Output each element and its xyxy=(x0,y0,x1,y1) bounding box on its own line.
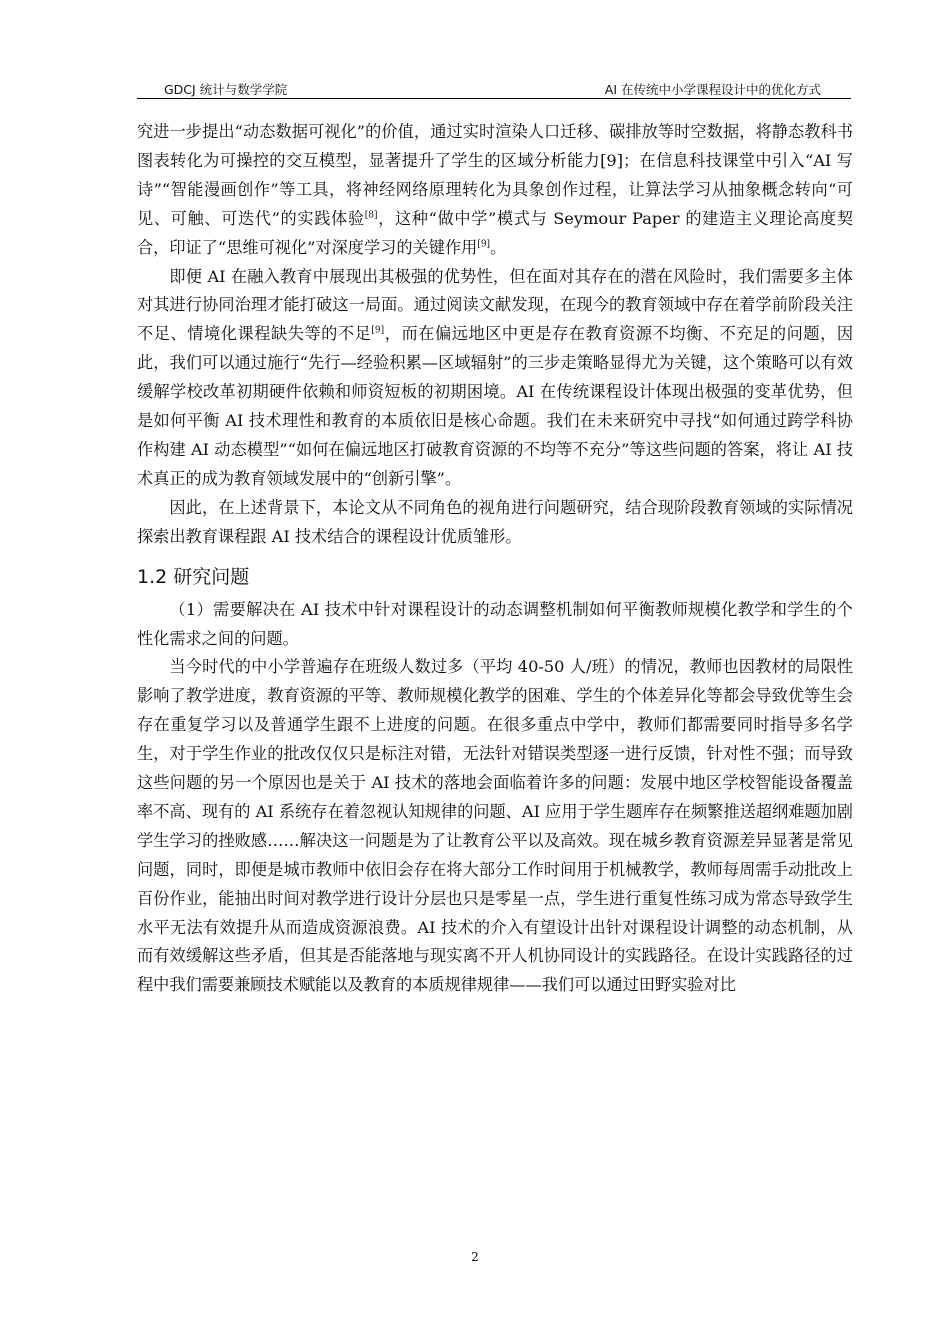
paragraph-1-text-a: 究进一步提出“动态数据可视化”的价值，通过实时渲染人口迁移、碳排放等时空数据，将静态教科书图表转化为可操控的交互模型，显著提升了学生的区域分析能力[9]；在信息科技课堂中引入“AI 写诗”“智能漫画创作”等工具，将神经网络原理转化为具象创作过程，让算法学习从抽象概念转向“可见、可触、可迭代”的实践体验 xyxy=(137,122,853,228)
page-number: 2 xyxy=(471,1250,479,1264)
citation-9b: [9] xyxy=(371,325,385,336)
body-text xyxy=(137,118,853,1000)
paragraph-2 xyxy=(137,263,853,494)
paragraph-1-text-b: ，这种“做中学”模式与 Seymour Paper 的建造主义理论高度契合，印证了“思维可视化”对深度学习的关键作用 xyxy=(137,208,853,257)
paragraph-1-text-c: 。 xyxy=(490,237,507,257)
header-left-text: GDCJ 统计与数学学院 xyxy=(164,82,288,97)
header-right-text: AI 在传统中小学课程设计中的优化方式 xyxy=(604,82,821,97)
paragraph-2-text-a: 即便 AI 在融入教育中展现出其极强的优势性，但在面对其存在的潜在风险时，我们需要多主体对其进行协同治理才能打破这一局面。通过阅读文献发现，在现今的教育领域中存在着学前阶段关注不足、情境化课程缺失等的不足 xyxy=(137,266,853,344)
section-heading: 1.2 研究问题 xyxy=(137,565,250,588)
page-header xyxy=(137,76,851,99)
citation-9: [9] xyxy=(477,239,491,250)
paragraph-1 xyxy=(137,118,853,263)
paragraph-2-text-b: ，而在偏远地区中更是存在教育资源不均衡、不充足的问题，因此，我们可以通过施行“先行—经验积累—区域辐射”的三步走策略显得尤为关键，这个策略可以有效缓解学校改革初期硬件依赖和师资短板的初期困境。AI 在传统课程设计体现出极强的变革优势，但是如何平衡 AI 技术理性和教育的本质依旧是核心命题。我们在未来研究中寻找“如何通过跨学科协作构建 AI 动态模型”“如何在偏远地区打破教育资源的不均等不充分”等这些问题的答案，将让 AI 技术真正的成为教育领域发展中的“创新引擎”。 xyxy=(137,324,854,488)
citation-8: [8] xyxy=(364,210,378,221)
paragraph-5: 当今时代的中小学普遍存在班级人数过多（平均 40-50 人/班）的情况，教师也因教材的局限性影响了教学进度，教育资源的平等、教师规模化教学的困难、学生的个体差异化等都会导致优等生会存在重复学习以及普通学生跟不上进度的问题。在很多重点中学中，教师们都需要同时指导多名学生，对于学生作业的批改仅仅只是标注对错，无法针对错误类型逐一进行反馈，针对性不强；而导致这些问题的另一个原因也是关于 AI 技术的落地会面临着许多的问题：发展中地区学校智能设备覆盖率不高、现有的 AI 系统存在着忽视认知规律的问题、AI 应用于学生题库存在频繁推送超纲难题加剧学生学习的挫败感……解决这一问题是为了让教育公平以及高效。现在城乡教育资源差异显著是常见问题，同时，即便是城市教师中依旧会存在将大部分工作时间用于机械教学，教师每周需手动批改上百份作业，能抽出时间对教学进行设计分层也只是零星一点，学生进行重复性练习成为常态导致学生水平无法有效提升从而造成资源浪费。AI 技术的介入有望设计出针对课程设计调整的动态机制，从而有效缓解这些矛盾，但其是否能落地与现实离不开人机协同设计的实践路径。在设计实践路径的过程中我们需要兼顾技术赋能以及教育的本质规律规律——我们可以通过田野实验对比 xyxy=(137,657,853,995)
paragraph-4: （1）需要解决在 AI 技术中针对课程设计的动态调整机制如何平衡教师规模化教学和学生的个性化需求之间的问题。 xyxy=(137,599,853,648)
paragraph-3: 因此，在上述背景下，本论文从不同角色的视角进行问题研究，结合现阶段教育领域的实际情况探索出教育课程跟 AI 技术结合的课程设计优质雏形。 xyxy=(137,497,853,546)
